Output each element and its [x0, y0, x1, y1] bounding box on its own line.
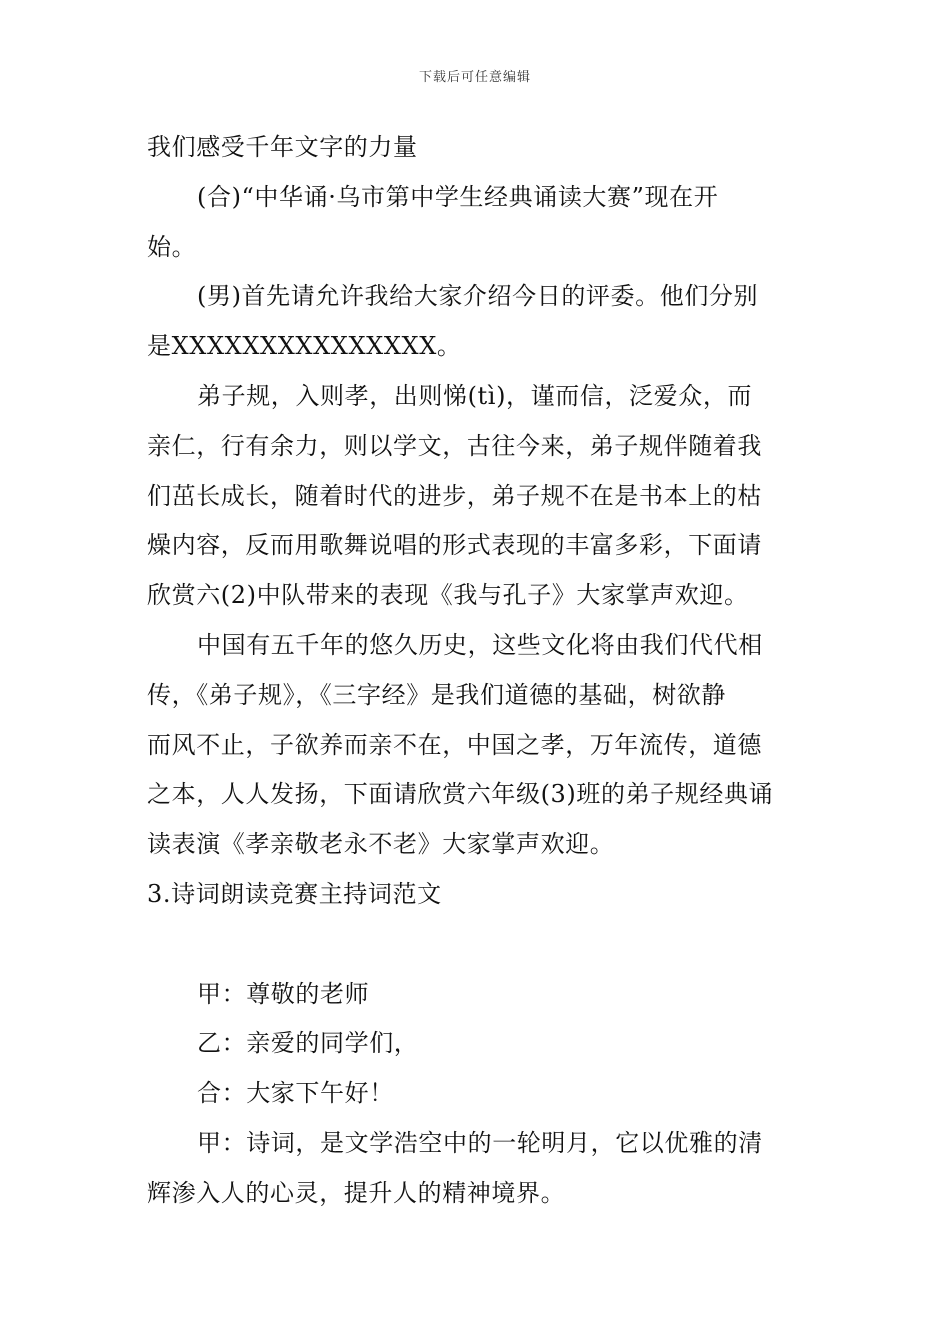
text-line: 是XXXXXXXXXXXXXXX。 [147, 332, 462, 361]
text-line: 合：大家下午好！ [197, 1079, 394, 1108]
text-line: 亲仁，行有余力，则以学文，古往今来，弟子规伴随着我 [147, 431, 762, 460]
text-line: 燥内容，反而用歌舞说唱的形式表现的丰富多彩，下面请 [147, 531, 762, 560]
page-header: 下载后可任意编辑 [418, 70, 531, 85]
text-line: 而风不止，子欲养而亲不在，中国之孝，万年流传，道德 [147, 730, 762, 759]
section-heading: 3.诗词朗读竞赛主持词范文 [147, 879, 442, 908]
text-line: 传，《弟子规》，《三字经》是我们道德的基础，树欲静 [147, 680, 726, 709]
text-line: 甲：尊敬的老师 [197, 979, 370, 1008]
text-line: 我们感受千年文字的力量 [147, 133, 418, 161]
text-line: 中国有五千年的悠久历史，这些文化将由我们代代相 [197, 630, 763, 659]
text-line: (男)首先请允许我给大家介绍今日的评委。他们分别 [197, 282, 759, 311]
text-line: 辉渗入人的心灵，提升人的精神境界。 [147, 1178, 566, 1207]
text-line: 乙：亲爱的同学们， [197, 1029, 419, 1058]
document-body [147, 123, 807, 1219]
text-line: 读表演《孝亲敬老永不老》大家掌声欢迎。 [147, 830, 615, 859]
text-line: 欣赏六(2)中队带来的表现《我与孔子》大家掌声欢迎。 [147, 581, 749, 610]
text-line: 之本，人人发扬，下面请欣赏六年级(3)班的弟子规经典诵 [147, 780, 774, 809]
text-line: (合)“中华诵·乌市第中学生经典诵读大赛”现在开 [197, 182, 719, 211]
blank-line [147, 920, 807, 970]
text-line: 弟子规，入则孝，出则悌(tì)，谨而信，泛爱众，而 [197, 381, 753, 410]
text-line: 甲：诗词，是文学浩空中的一轮明月，它以优雅的清 [197, 1128, 763, 1157]
text-line: 始。 [147, 232, 197, 261]
text-line: 们茁长成长，随着时代的进步，弟子规不在是书本上的枯 [147, 481, 762, 510]
